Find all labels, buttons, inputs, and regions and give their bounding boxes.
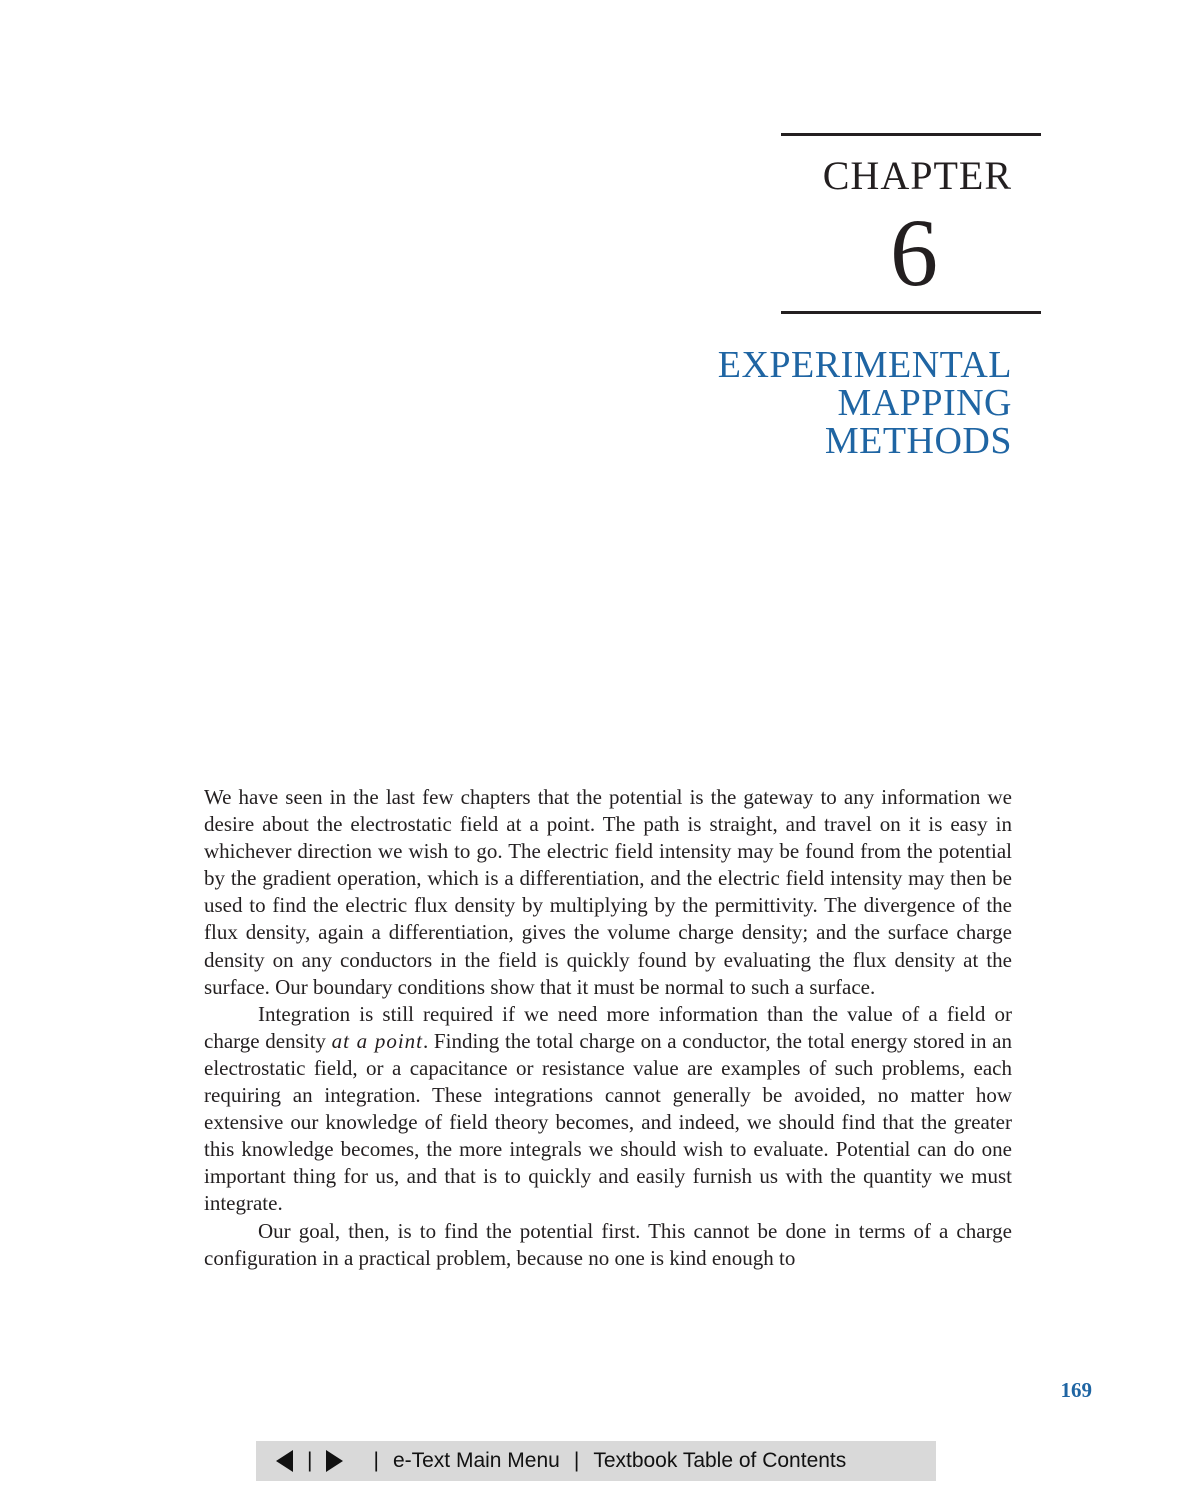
paragraph-2-start: Integration is still required if we need more information than the value of a field or charge density (204, 1001, 1012, 1053)
etext-main-menu-link[interactable]: e-Text Main Menu (392, 1449, 560, 1472)
paragraph-3: Our goal, then, is to find the potential first. This cannot be done in terms of a charge configuration in a practical problem, because no one is kind enough to (204, 1218, 1012, 1270)
chapter-label: CHAPTER (822, 153, 1012, 198)
table-of-contents-link[interactable]: Textbook Table of Contents (593, 1449, 847, 1472)
chapter-title (718, 346, 1012, 460)
chapter-top-rule (781, 133, 1041, 136)
paragraph-2 (204, 1001, 1012, 1218)
previous-page-icon[interactable] (276, 1450, 293, 1472)
next-page-icon[interactable] (326, 1450, 343, 1472)
page-number: 169 (1060, 1378, 1092, 1402)
nav-separator: | (373, 1449, 379, 1472)
navigation-bar (256, 1441, 936, 1481)
paragraph-1: We have seen in the last few chapters that the potential is the gateway to any information we desire about the electrostatic field at a point. The path is straight, and travel on it is easy in whichever direction we wish to go. The electric field intensity may be found from the potential by the gradient operation, which is a differentiation, and the electric field intensity may then be used to find the electric flux density by multiplying by the permittivity. The divergence of the flux density, again a differentiation, gives the volume charge density; and the surface charge density on any conductors in the field is quickly found by evaluating the flux density at the surface. Our boundary conditions show that it must be normal to such a surface. (204, 785, 1012, 999)
chapter-title-line: MAPPING (837, 382, 1012, 424)
nav-separator: | (307, 1449, 313, 1472)
chapter-title-line: METHODS (824, 420, 1012, 462)
nav-separator: | (573, 1449, 580, 1472)
chapter-bottom-rule (781, 311, 1041, 314)
chapter-number: 6 (890, 199, 938, 306)
paragraph-2-end: . Finding the total charge on a conductor, the total energy stored in an electrostatic field, or a capacitance or resistance value are examples of such problems, each requiring an integration. These integrations cannot generally be avoided, no matter how extensive our knowledge of field theory becomes, and indeed, we should find that the greater this knowledge becomes, the more integrals we should wish to evaluate. Potential can do one important thing for us, and that is to quickly and easily furnish us with the quantity we must integrate. (204, 1028, 1012, 1216)
chapter-title-line: EXPERIMENTAL (717, 344, 1012, 386)
paragraph-2-emphasis: at a point (331, 1028, 423, 1053)
body-text (204, 784, 1012, 1272)
